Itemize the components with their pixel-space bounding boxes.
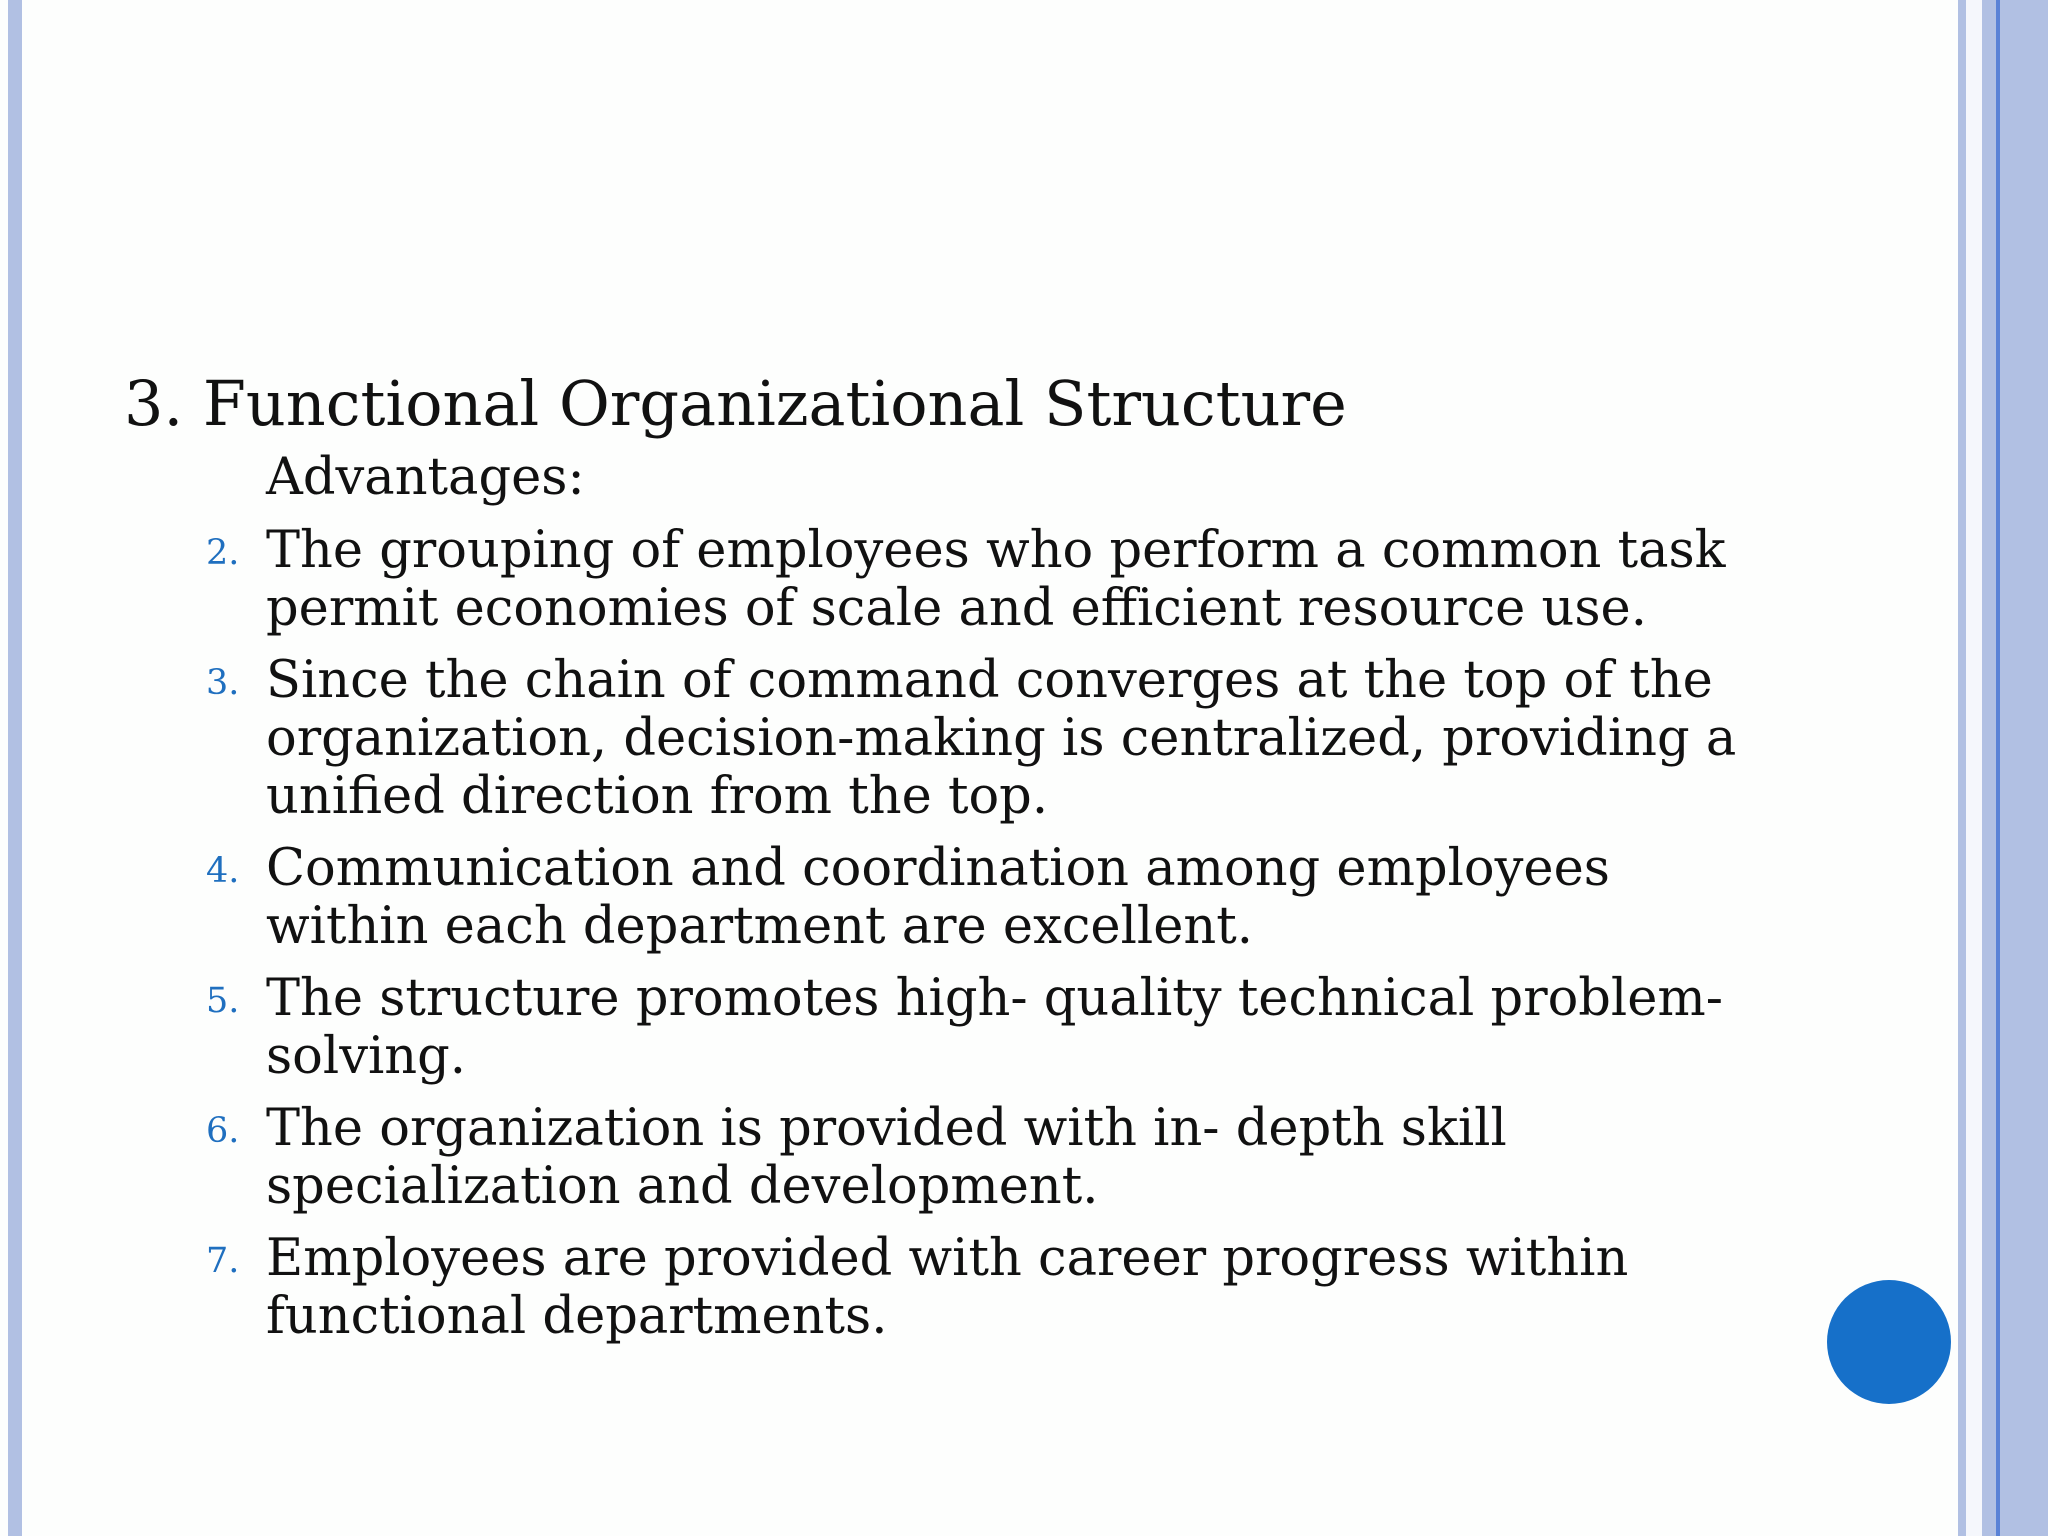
list-item	[200, 522, 1760, 638]
list-item-number: 4.	[206, 851, 240, 891]
list-item	[200, 840, 1760, 956]
list-item	[200, 1100, 1760, 1216]
right-border-bar-outer	[1982, 0, 2048, 1536]
list-item-number: 3.	[206, 663, 240, 703]
list-item-number: 2.	[206, 533, 240, 573]
right-border-accent-line	[1996, 0, 2000, 1536]
list-item	[200, 970, 1760, 1086]
advantages-subheading: Advantages:	[266, 448, 585, 507]
right-border-gap	[1966, 0, 1982, 1536]
list-item-number: 6.	[206, 1111, 240, 1151]
advantages-list	[200, 522, 1760, 1360]
list-item-text: The structure promotes high- quality technical problem-solving.	[266, 969, 1724, 1086]
list-item-number: 7.	[206, 1241, 240, 1281]
list-item-text: Employees are provided with career progress within functional departments.	[266, 1229, 1629, 1346]
list-item-text: The grouping of employees who perform a common task permit economies of scale and efficient resource use.	[266, 521, 1726, 638]
list-item	[200, 1230, 1760, 1346]
list-item-text: Communication and coordination among employees within each department are excellent.	[266, 839, 1610, 956]
slide-title: 3. Functional Organizational Structure	[124, 367, 1347, 440]
list-item-text: The organization is provided with in- depth skill specialization and development.	[266, 1099, 1507, 1216]
left-border-bar	[8, 0, 22, 1536]
list-item	[200, 652, 1760, 826]
list-item-text: Since the chain of command converges at the top of the organization, decision-making is centralized, providing a unified direction from the top.	[266, 651, 1737, 826]
decorative-circle-icon	[1827, 1280, 1951, 1404]
list-item-number: 5.	[206, 981, 240, 1021]
right-border-bar-inner	[1958, 0, 1966, 1536]
